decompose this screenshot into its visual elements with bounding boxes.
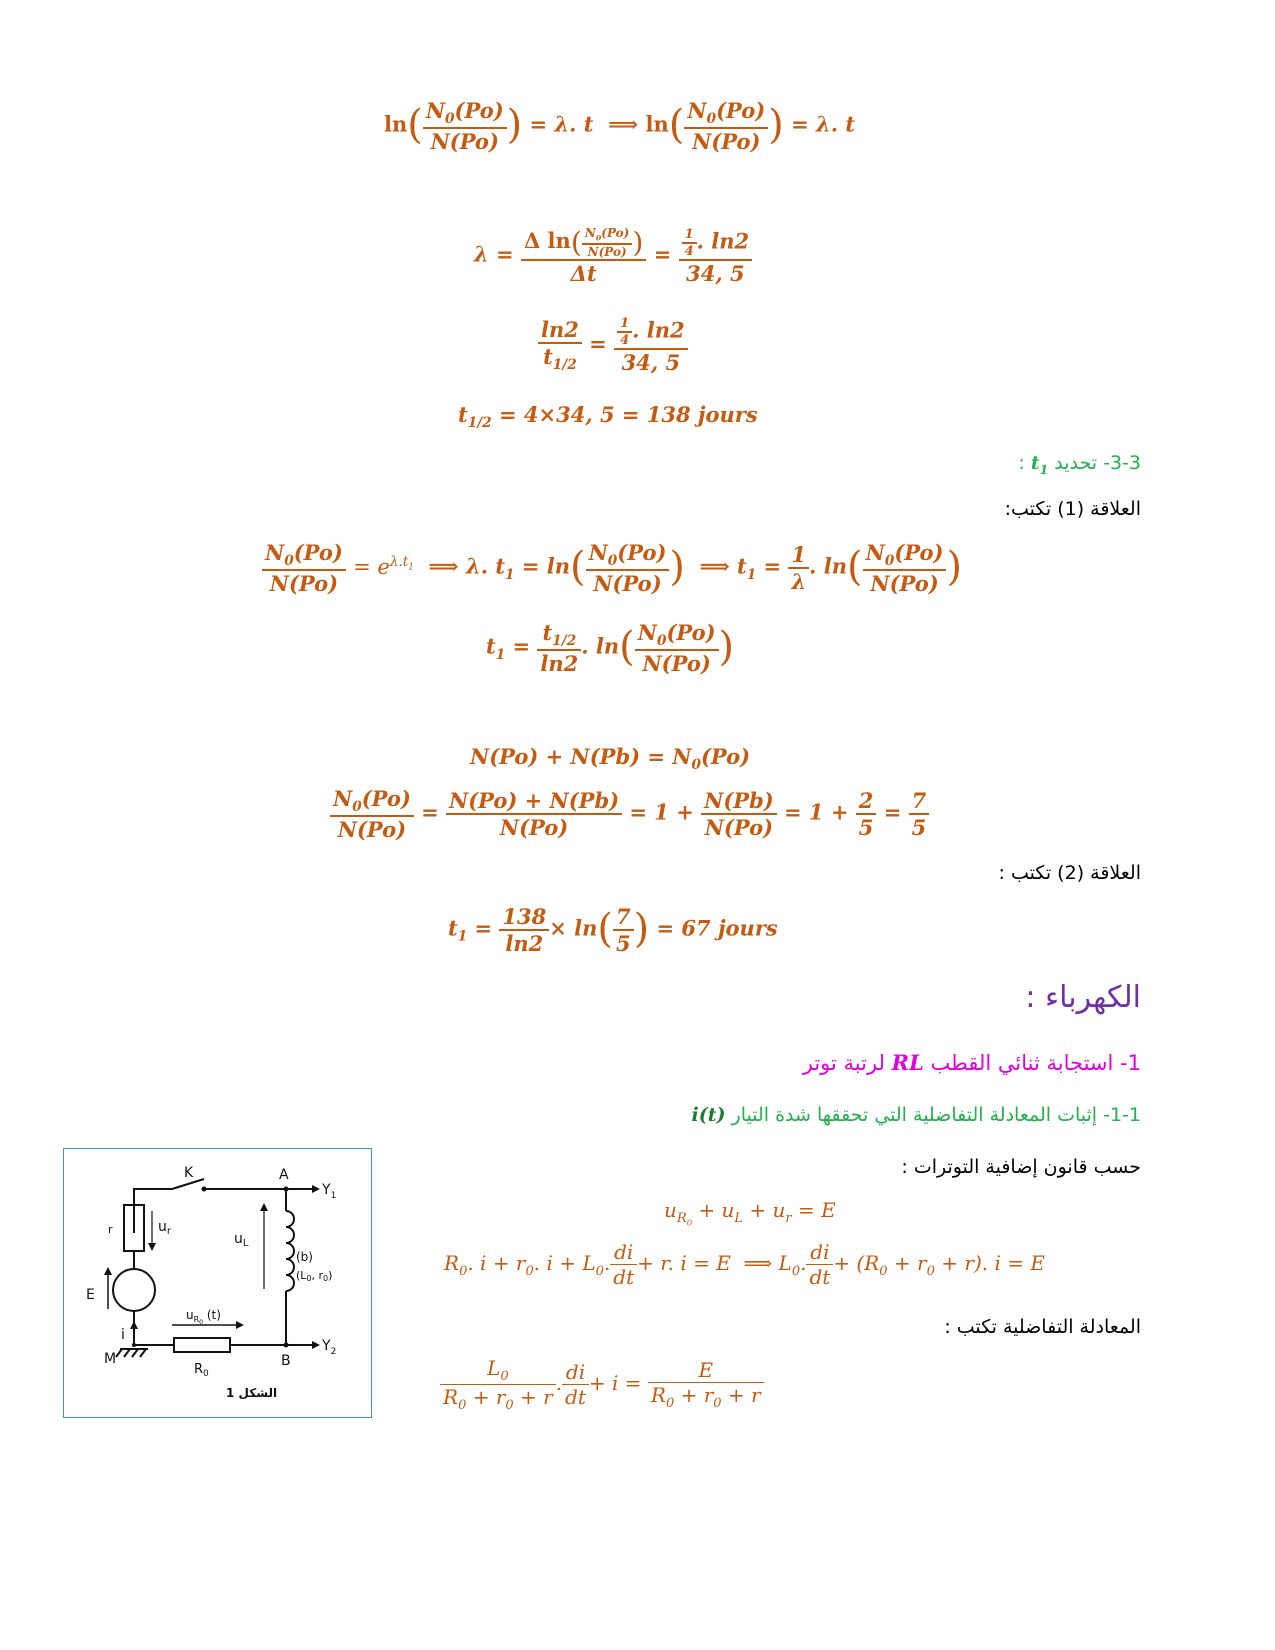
relation-1-text: العلاقة (1) تكتب: [1004, 498, 1141, 520]
equation-t1-derivation: $\frac{N_0(Po)}{N(Po)}$ = $e^{\lambda.t_1}$ ⟹ λ. $t_1 = \ln$( $\frac{N_0(Po)}{N(Po)}$ ) ⟹ $t_1$ = $\frac{1}{\lambda}$ . ln( $\frac{N_0(Po)}{N(Po)}$ ) [262, 540, 962, 596]
equation-differential-final: $\frac{L_0}{R_0 + r_0 + r}$ . $\frac{di}{dt}$ + i = $\frac{E}{R_0 + r_0 + r}$ [440, 1356, 764, 1413]
equation-voltage-sum: $u_{R_0} + u_L + u_r = E$ [664, 1198, 836, 1228]
equation-t1-value: $t_1$ = $\frac{138}{\ln 2}$ × ln( $\frac{7}{5}$ ) = 67 jours [448, 904, 778, 956]
voltage-law-text: حسب قانون إضافية التوترات : [901, 1156, 1141, 1178]
label-b: B [281, 1353, 291, 1369]
equation-conservation: $N(Po) + N(Pb) = N_0(Po)$ [470, 744, 751, 774]
label-l0-r0: (L0, r0) [296, 1269, 333, 1283]
rl-subheading: 1- استجابة ثنائي القطب RL لرتبة توتر [802, 1050, 1141, 1075]
electricity-heading: الكهرباء : [1025, 980, 1141, 1015]
differential-eq-subheading: 1-1- إثبات المعادلة التفاضلية التي تحققها شدة التيار i(t) [691, 1104, 1141, 1126]
equation-circuit-expansion: $R_0$. $i + r_0$. $i + L_0$. $\frac{di}{dt}$ + r. i = E ⟹ $L_0$. $\frac{di}{dt}$ + $(R_0 + r_0 + r)$. i = E [444, 1240, 1045, 1289]
equation-half-life-value: $t_{1/2} = 4\times 34$, 5 = 138 jours [458, 402, 758, 432]
label-ur: $u_r$ [158, 1219, 171, 1237]
resistor-r0 [174, 1338, 230, 1352]
section-title-3-3: 3-3- تحديد $t_1$ : [1018, 452, 1141, 477]
equation-t1-formula: $t_1$ = $\frac{t_{1/2}}{\ln 2}$ . ln( $\frac{N_0(Po)}{N(Po)}$ ) [486, 620, 735, 677]
label-a: A [279, 1167, 289, 1183]
voltage-source-e [113, 1269, 155, 1311]
label-i: i [121, 1327, 125, 1343]
equation-half-life-ratio: $\frac{\ln 2}{t_{1/2}}$ = $\frac{1}{4}$ . ln2 34, 5 [538, 316, 688, 375]
equation-ratio-seven-fifths: $\frac{N_0(Po)}{N(Po)}$ = $\frac{N(Po) + N(Pb)}{N(Po)}$ = 1 + $\frac{N(Pb)}{N(Po)}$ = 1 + $\frac{2}{5}$ = $\frac{7}{5}$ [330, 786, 929, 842]
label-m: M [104, 1351, 117, 1367]
label-ul: $u_L$ [234, 1231, 249, 1249]
label-ur0: $u_R0$ (t) [186, 1308, 221, 1326]
rl-circuit-diagram [64, 1149, 371, 1417]
figure-caption: الشكل 1 [226, 1386, 278, 1400]
differential-eq-text: المعادلة التفاضلية تكتب : [944, 1316, 1141, 1338]
label-r0: $R_0$ [194, 1362, 209, 1379]
label-r: r [108, 1223, 113, 1236]
inductor-coil [286, 1211, 294, 1291]
relation-2-text: العلاقة (2) تكتب : [998, 862, 1141, 884]
label-y2: $Y_2$ [322, 1338, 337, 1357]
equation-lambda: λ = Δ ln( $\frac{N_0(Po)}{N(Po)}$ ) Δt = $\frac{1}{4}$ . ln2 34, 5 [474, 226, 752, 286]
circuit-figure [63, 1148, 372, 1418]
equation-ln-ratio: ln( $\frac{N_0(Po)}{N(Po)}$ ) = λ. t ⟹ ln( $\frac{N_0(Po)}{N(Po)}$ ) = λ. t [384, 98, 856, 155]
label-y1: $Y_1$ [322, 1182, 337, 1201]
label-e: E [86, 1287, 95, 1303]
label-k: K [184, 1165, 194, 1181]
label-b-coil: (b) [296, 1250, 313, 1264]
